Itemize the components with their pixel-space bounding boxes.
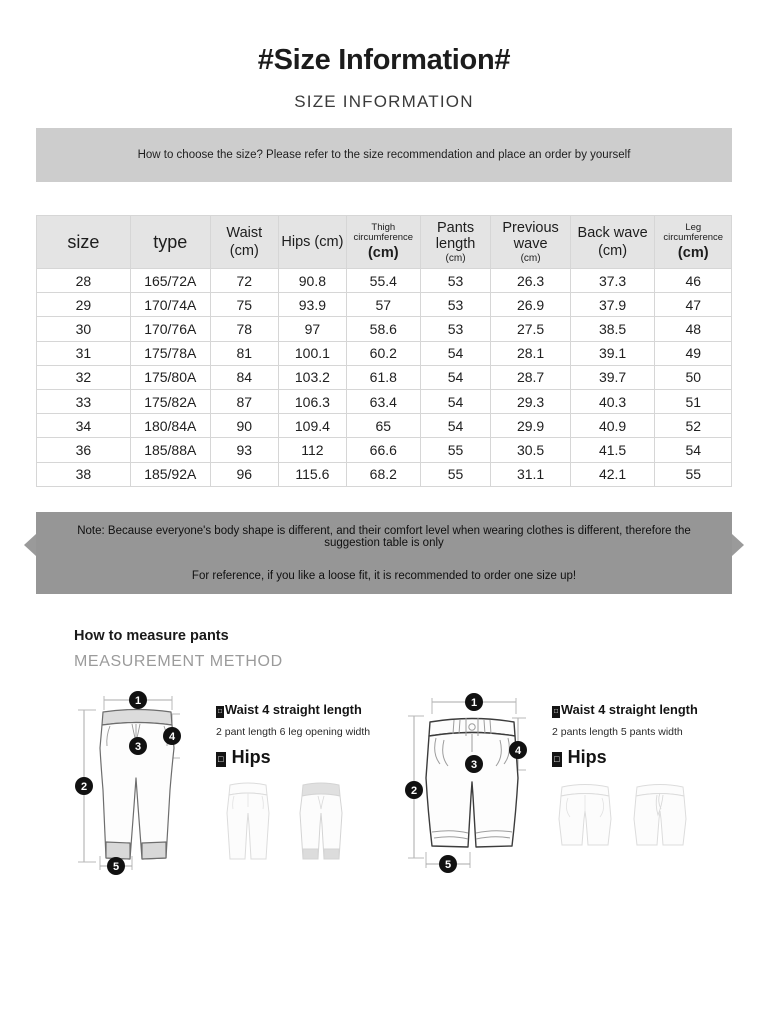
table-cell: 29 [37, 293, 131, 317]
column-header-type: type [130, 216, 210, 269]
table-cell: 170/76A [130, 317, 210, 341]
table-cell: 68.2 [346, 462, 420, 486]
table-row [37, 269, 732, 293]
table-cell: 48 [655, 317, 732, 341]
table-cell: 31 [37, 341, 131, 365]
table-cell: 33 [37, 389, 131, 413]
table-cell: 55.4 [346, 269, 420, 293]
column-header-back-wave: Back wave (cm) [570, 216, 655, 269]
table-cell: 54 [420, 389, 491, 413]
table-cell: 100.1 [278, 341, 346, 365]
svg-text:5: 5 [444, 859, 452, 871]
table-cell: 28.7 [491, 365, 570, 389]
shorts-diagram [396, 686, 548, 883]
table-cell: 165/72A [130, 269, 210, 293]
table-cell: 90 [210, 414, 278, 438]
table-cell: 61.8 [346, 365, 420, 389]
table-cell: 27.5 [491, 317, 570, 341]
shorts-label-line1: □ Waist 4 straight length [554, 702, 698, 717]
missing-glyph-icon: □ [216, 706, 224, 718]
intro-banner-text: How to choose the size? Please refer to the size recommendation and place an order by yourself [137, 149, 631, 161]
table-cell: 31.1 [491, 462, 570, 486]
table-cell: 87 [210, 389, 278, 413]
table-cell: 55 [420, 438, 491, 462]
table-body [37, 269, 732, 487]
table-cell: 28 [37, 269, 131, 293]
table-header [37, 216, 732, 269]
table-cell: 78 [210, 317, 278, 341]
table-cell: 37.3 [570, 269, 655, 293]
table-row [37, 462, 732, 486]
table-cell: 96 [210, 462, 278, 486]
table-cell: 37.9 [570, 293, 655, 317]
intro-banner [36, 128, 732, 182]
table-cell: 97 [278, 317, 346, 341]
table-cell: 72 [210, 269, 278, 293]
svg-text:2: 2 [410, 785, 418, 797]
long-pants-labels [212, 686, 396, 883]
table-row [37, 293, 732, 317]
table-row [37, 389, 732, 413]
table-cell: 53 [420, 293, 491, 317]
note-line-2: For reference, if you like a loose fit, it is recommended to order one size up! [191, 569, 577, 582]
table-cell: 29.3 [491, 389, 570, 413]
table-cell: 170/74A [130, 293, 210, 317]
svg-text:3: 3 [134, 741, 142, 753]
table-cell: 103.2 [278, 365, 346, 389]
table-row [37, 438, 732, 462]
table-cell: 185/88A [130, 438, 210, 462]
measurement-header [74, 628, 283, 671]
shorts-label-line2: 2 pants length 5 pants width [552, 725, 683, 738]
table-cell: 46 [655, 269, 732, 293]
table-cell: 58.6 [346, 317, 420, 341]
column-header-hips: Hips (cm) [278, 216, 346, 269]
table-cell: 180/84A [130, 414, 210, 438]
table-cell: 50 [655, 365, 732, 389]
shorts-thumbnails [552, 779, 732, 853]
table-cell: 38.5 [570, 317, 655, 341]
table-cell: 84 [210, 365, 278, 389]
table-cell: 40.9 [570, 414, 655, 438]
svg-text:1: 1 [470, 697, 478, 709]
table-cell: 39.7 [570, 365, 655, 389]
table-cell: 54 [420, 365, 491, 389]
table-cell: 54 [655, 438, 732, 462]
shorts-thumbnail-back-icon [627, 779, 693, 853]
table-cell: 175/82A [130, 389, 210, 413]
table-row [37, 341, 732, 365]
table-cell: 106.3 [278, 389, 346, 413]
long-pants-label-line1: □ Waist 4 straight length [218, 702, 362, 717]
table-cell: 26.9 [491, 293, 570, 317]
table-cell: 75 [210, 293, 278, 317]
pants-thumbnail-front-icon [216, 779, 280, 865]
size-chart-table [36, 215, 732, 487]
pants-thumbnail-back-icon [289, 779, 353, 865]
svg-text:3: 3 [470, 759, 478, 771]
column-header-previous-wave: Previous wave (cm) [491, 216, 570, 269]
column-header-waist: Waist (cm) [210, 216, 278, 269]
panel-long-pants [60, 686, 396, 883]
table-cell: 175/80A [130, 365, 210, 389]
table-cell: 54 [420, 414, 491, 438]
table-row [37, 414, 732, 438]
table-cell: 109.4 [278, 414, 346, 438]
page-subtitle: SIZE INFORMATION [294, 92, 474, 111]
table-cell: 53 [420, 317, 491, 341]
table-cell: 54 [420, 341, 491, 365]
missing-glyph-icon: □ [216, 752, 226, 768]
table-cell: 28.1 [491, 341, 570, 365]
table-cell: 175/78A [130, 341, 210, 365]
panel-shorts [396, 686, 732, 883]
table-cell: 49 [655, 341, 732, 365]
ribbon-tail-right-icon [732, 534, 744, 556]
table-cell: 55 [420, 462, 491, 486]
table-cell: 32 [37, 365, 131, 389]
table-cell: 63.4 [346, 389, 420, 413]
measurement-title: How to measure pants [74, 628, 229, 644]
long-pants-label-line3: □ Hips [218, 746, 271, 767]
long-pants-label-line2: 2 pant length 6 leg opening width [216, 725, 371, 738]
table-cell: 38 [37, 462, 131, 486]
table-cell: 26.3 [491, 269, 570, 293]
table-cell: 65 [346, 414, 420, 438]
table-row [37, 317, 732, 341]
table-cell: 36 [37, 438, 131, 462]
table-cell: 55 [655, 462, 732, 486]
shorts-labels [548, 686, 732, 883]
svg-text:4: 4 [514, 745, 522, 757]
table-cell: 42.1 [570, 462, 655, 486]
svg-text:5: 5 [112, 861, 120, 873]
table-cell: 30.5 [491, 438, 570, 462]
table-cell: 112 [278, 438, 346, 462]
long-pants-diagram [60, 686, 212, 883]
table-cell: 57 [346, 293, 420, 317]
table-cell: 115.6 [278, 462, 346, 486]
column-header-size: size [37, 216, 131, 269]
table-cell: 185/92A [130, 462, 210, 486]
svg-text:2: 2 [80, 781, 88, 793]
column-header-thigh-circumference: Thigh circumference (cm) [346, 216, 420, 269]
long-pants-thumbnails [216, 779, 396, 865]
table-cell: 93 [210, 438, 278, 462]
page-title: #Size Information# [257, 44, 511, 76]
table-cell: 47 [655, 293, 732, 317]
table-cell: 30 [37, 317, 131, 341]
table-cell: 34 [37, 414, 131, 438]
column-header-pants-length: Pants length (cm) [420, 216, 491, 269]
missing-glyph-icon: □ [552, 752, 562, 768]
column-header-leg-circumference: Leg circumference (cm) [655, 216, 732, 269]
table-cell: 66.6 [346, 438, 420, 462]
svg-text:1: 1 [134, 695, 142, 707]
table-cell: 60.2 [346, 341, 420, 365]
note-line-1: Note: Because everyone's body shape is different, and their comfort level when wearing clothes is different, therefore the suggestion table is only [77, 524, 691, 549]
table-cell: 81 [210, 341, 278, 365]
table-cell: 51 [655, 389, 732, 413]
page-header [0, 0, 768, 112]
table-cell: 39.1 [570, 341, 655, 365]
table-row [37, 365, 732, 389]
shorts-label-line3: □ Hips [554, 746, 607, 767]
table-cell: 41.5 [570, 438, 655, 462]
shorts-thumbnail-front-icon [552, 779, 618, 853]
ribbon-tail-left-icon [24, 534, 36, 556]
table-cell: 53 [420, 269, 491, 293]
table-header-row [37, 216, 732, 269]
table-cell: 52 [655, 414, 732, 438]
svg-text:4: 4 [168, 731, 176, 743]
measurement-subtitle: MEASUREMENT METHOD [74, 653, 283, 670]
table-cell: 40.3 [570, 389, 655, 413]
note-ribbon-body [36, 512, 732, 594]
note-ribbon [24, 512, 744, 594]
measurement-panels [60, 686, 732, 883]
table-cell: 29.9 [491, 414, 570, 438]
table-cell: 90.8 [278, 269, 346, 293]
table-cell: 93.9 [278, 293, 346, 317]
missing-glyph-icon: □ [552, 706, 560, 718]
